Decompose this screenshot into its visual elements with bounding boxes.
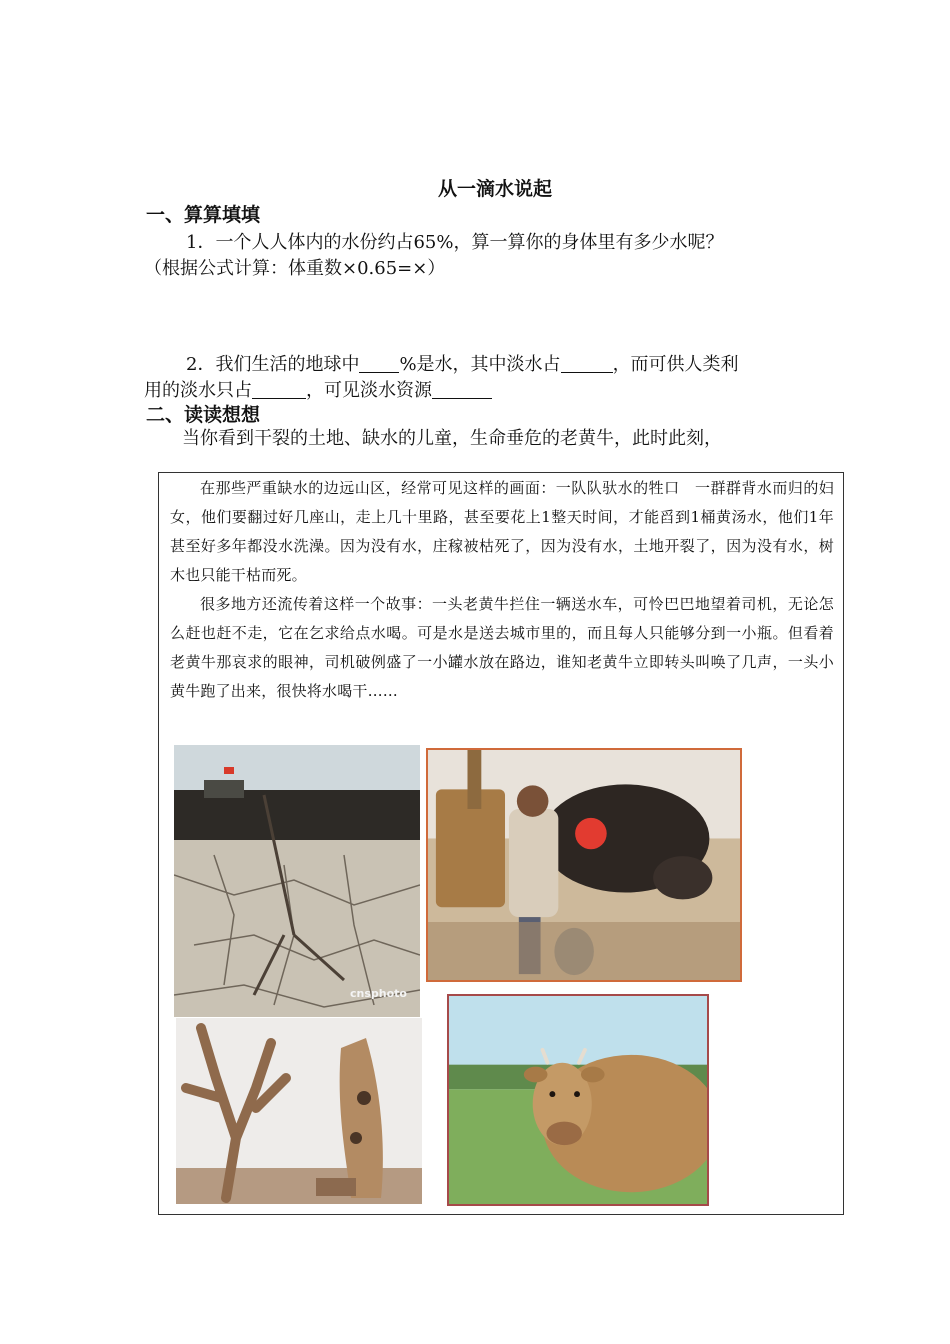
- question-2-text: 用的淡水只占: [144, 380, 252, 401]
- photo-child-with-donkey: [426, 748, 742, 982]
- section-heading-read: 二、读读想想: [146, 404, 261, 426]
- answer-blank-freshwater-conclusion[interactable]: [432, 380, 492, 399]
- question-1-line-2: （根据公式计算：体重数×0.65=×）: [144, 258, 446, 279]
- story-paragraph-2: 很多地方还流传着这样一个故事：一头老黄牛拦住一辆送水车，可怜巴巴地望着司机，无论怎么赶也赶不走，它在乞求给点水喝。可是水是送去城市里的，而且每人只能够分到一小瓶。但看着老黄牛那哀求的眼神，司机破例盛了一小罐水放在路边，谁知老黄牛立即转头叫唤了几声，一头小黄牛跑了出来，很快将水喝干……: [170, 595, 834, 700]
- question-2-text: ，可见淡水资源: [306, 380, 432, 401]
- section-heading-calc: 一、算算填填: [146, 204, 261, 226]
- photo-cracked-riverbed: [174, 745, 420, 1017]
- question-2-line-2: [144, 376, 492, 402]
- reading-intro: 当你看到干裂的土地、缺水的儿童，生命垂危的老黄牛，此时此刻，: [182, 428, 722, 449]
- question-1-line-1: 1．一个人人体内的水份约占65%，算一算你的身体里有多少水呢？: [186, 232, 724, 253]
- question-2-line-1: [186, 350, 739, 376]
- question-2-text: %是水，其中淡水占: [399, 354, 561, 375]
- photo-watermark: cnsphoto: [350, 987, 407, 1000]
- answer-blank-usable-freshwater[interactable]: [252, 380, 306, 399]
- story-text: [170, 474, 834, 706]
- page-title: 从一滴水说起: [437, 178, 552, 200]
- question-2-text: ，而可供人类利: [612, 354, 739, 375]
- question-2-text: 2．我们生活的地球中: [186, 354, 360, 375]
- photo-yellow-cow: [447, 994, 709, 1206]
- photo-dead-trees: [176, 1018, 422, 1204]
- story-paragraph-1: 在那些严重缺水的边远山区，经常可见这样的画面：一队队驮水的牲口 一群群背水而归的妇女，他们要翻过好几座山，走上几十里路，甚至要花上1整天时间，才能舀到1桶黄汤水，他们1年甚至好多年都没水洗澡。因为没有水，庄稼被枯死了，因为没有水，土地开裂了，因为没有水，树木也只能干枯而死。: [170, 479, 834, 584]
- answer-blank-freshwater-share[interactable]: [561, 354, 613, 373]
- answer-blank-water-percent[interactable]: [359, 354, 399, 373]
